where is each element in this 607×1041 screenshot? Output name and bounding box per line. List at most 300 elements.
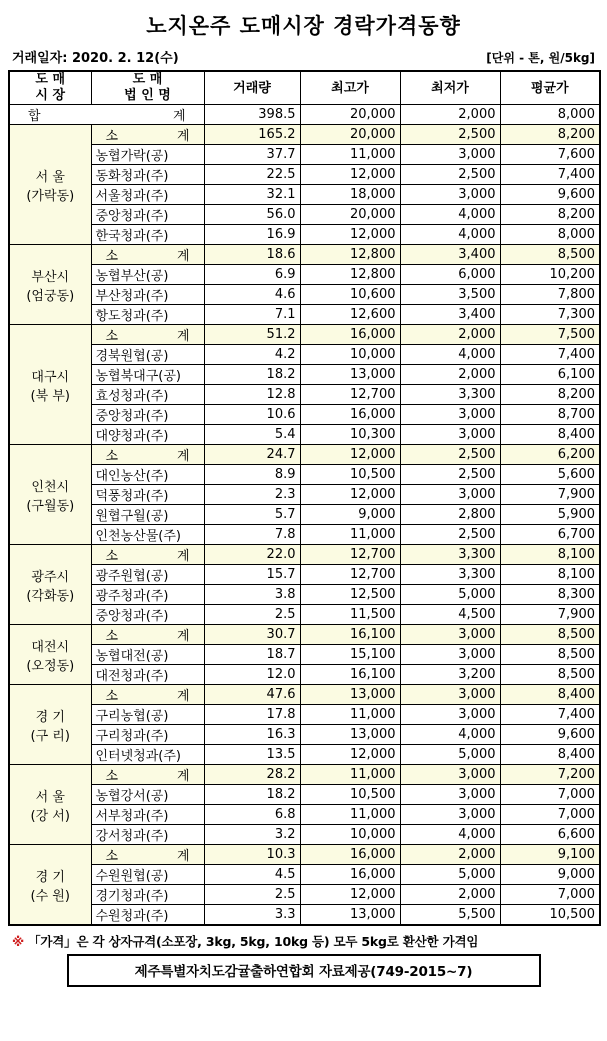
- subtotal-min-price: 2,000: [400, 845, 500, 865]
- row-min-price: 2,500: [400, 465, 500, 485]
- row-max-price: 11,000: [300, 705, 400, 725]
- subtotal-label-left: 소: [105, 769, 119, 784]
- table-row: [9, 705, 600, 725]
- subtotal-label: [91, 765, 204, 785]
- table-row-subtotal: [9, 625, 600, 645]
- subtotal-label-left: 소: [105, 629, 119, 644]
- table-row: [9, 665, 600, 685]
- corporation-name: 덕풍청과(주): [91, 485, 204, 505]
- table-row: [9, 485, 600, 505]
- row-avg-price: 7,000: [500, 885, 600, 905]
- row-max-price: 11,500: [300, 605, 400, 625]
- row-quantity: 16.9: [204, 225, 300, 245]
- total-min-price: 2,000: [400, 105, 500, 125]
- row-min-price: 4,000: [400, 225, 500, 245]
- row-min-price: 2,000: [400, 885, 500, 905]
- table-body: [9, 105, 600, 926]
- row-min-price: 6,000: [400, 265, 500, 285]
- row-avg-price: 8,700: [500, 405, 600, 425]
- market-region-cell: [9, 545, 91, 625]
- subtotal-label-left: 소: [105, 549, 119, 564]
- subtotal-min-price: 3,000: [400, 685, 500, 705]
- row-min-price: 4,000: [400, 825, 500, 845]
- market-region-line1: 서 울: [35, 169, 65, 185]
- table-header: [9, 71, 600, 105]
- corporation-name: 동화청과(주): [91, 165, 204, 185]
- row-avg-price: 8,100: [500, 565, 600, 585]
- col-header-corp-line2: 법 인 명: [124, 88, 171, 103]
- row-quantity: 7.8: [204, 525, 300, 545]
- row-max-price: 10,300: [300, 425, 400, 445]
- row-avg-price: 6,100: [500, 365, 600, 385]
- subtotal-label: [91, 625, 204, 645]
- table-row-subtotal: [9, 545, 600, 565]
- subtotal-label-left: 소: [105, 329, 119, 344]
- row-quantity: 13.5: [204, 745, 300, 765]
- row-min-price: 3,000: [400, 805, 500, 825]
- subtotal-quantity: 10.3: [204, 845, 300, 865]
- market-region-line1: 서 울: [35, 789, 65, 805]
- table-row: [9, 225, 600, 245]
- row-max-price: 13,000: [300, 725, 400, 745]
- row-min-price: 3,500: [400, 285, 500, 305]
- subtotal-label-left: 소: [105, 849, 119, 864]
- subtotal-avg-price: 8,400: [500, 685, 600, 705]
- table-row: [9, 145, 600, 165]
- table-row: [9, 525, 600, 545]
- subtotal-max-price: 12,000: [300, 445, 400, 465]
- row-min-price: 4,000: [400, 725, 500, 745]
- subtotal-label-right: 계: [176, 849, 190, 864]
- market-region-cell: [9, 765, 91, 845]
- row-avg-price: 7,400: [500, 345, 600, 365]
- row-min-price: 4,500: [400, 605, 500, 625]
- row-avg-price: 8,200: [500, 205, 600, 225]
- subtotal-max-price: 13,000: [300, 685, 400, 705]
- subtotal-max-price: 16,100: [300, 625, 400, 645]
- total-quantity: 398.5: [204, 105, 300, 125]
- row-min-price: 5,000: [400, 745, 500, 765]
- subtotal-label: [91, 325, 204, 345]
- row-max-price: 10,000: [300, 825, 400, 845]
- row-avg-price: 9,000: [500, 865, 600, 885]
- corporation-name: 중앙청과(주): [91, 205, 204, 225]
- row-min-price: 5,000: [400, 865, 500, 885]
- row-quantity: 3.2: [204, 825, 300, 845]
- col-header-market-line2: 시 장: [35, 88, 66, 103]
- row-avg-price: 7,800: [500, 285, 600, 305]
- market-region-line1: 경 기: [35, 869, 65, 885]
- row-min-price: 3,000: [400, 645, 500, 665]
- row-max-price: 12,800: [300, 265, 400, 285]
- row-max-price: 13,000: [300, 365, 400, 385]
- market-region-line2: (각화동): [26, 588, 75, 604]
- subtotal-label-right: 계: [176, 249, 190, 264]
- subtotal-max-price: 12,800: [300, 245, 400, 265]
- row-max-price: 12,000: [300, 745, 400, 765]
- table-row: [9, 185, 600, 205]
- corporation-name: 농협강서(공): [91, 785, 204, 805]
- row-max-price: 15,100: [300, 645, 400, 665]
- table-row-total: [9, 105, 600, 125]
- row-max-price: 10,000: [300, 345, 400, 365]
- col-header-max-price: 최고가: [300, 71, 400, 105]
- subtotal-label: [91, 125, 204, 145]
- market-region-line1: 대구시: [31, 369, 70, 385]
- table-row-subtotal: [9, 765, 600, 785]
- row-avg-price: 8,300: [500, 585, 600, 605]
- table-row-subtotal: [9, 685, 600, 705]
- market-region-cell: [9, 625, 91, 685]
- row-max-price: 12,500: [300, 585, 400, 605]
- table-row: [9, 345, 600, 365]
- row-max-price: 12,000: [300, 225, 400, 245]
- row-max-price: 9,000: [300, 505, 400, 525]
- market-region-line2: (수 원): [30, 888, 70, 904]
- total-label: [9, 105, 204, 125]
- row-quantity: 6.8: [204, 805, 300, 825]
- row-min-price: 3,000: [400, 485, 500, 505]
- row-min-price: 3,000: [400, 405, 500, 425]
- subtotal-min-price: 2,500: [400, 445, 500, 465]
- table-row: [9, 505, 600, 525]
- row-quantity: 5.7: [204, 505, 300, 525]
- row-min-price: 3,000: [400, 425, 500, 445]
- subtotal-min-price: 3,400: [400, 245, 500, 265]
- col-header-market: [9, 71, 91, 105]
- table-row: [9, 165, 600, 185]
- corporation-name: 구리청과(주): [91, 725, 204, 745]
- row-quantity: 10.6: [204, 405, 300, 425]
- subtotal-label-left: 소: [105, 129, 119, 144]
- row-max-price: 16,100: [300, 665, 400, 685]
- subtotal-label-right: 계: [176, 449, 190, 464]
- table-row: [9, 405, 600, 425]
- market-region-line2: (북 부): [30, 388, 70, 404]
- subtotal-min-price: 3,300: [400, 545, 500, 565]
- row-min-price: 3,300: [400, 565, 500, 585]
- table-row-subtotal: [9, 325, 600, 345]
- table-row: [9, 785, 600, 805]
- meta-row: [8, 47, 599, 70]
- market-region-cell: [9, 245, 91, 325]
- row-avg-price: 8,400: [500, 425, 600, 445]
- corporation-name: 항도청과(주): [91, 305, 204, 325]
- corporation-name: 강서청과(주): [91, 825, 204, 845]
- subtotal-quantity: 165.2: [204, 125, 300, 145]
- footnote: [8, 926, 599, 954]
- subtotal-label-right: 계: [176, 769, 190, 784]
- subtotal-avg-price: 8,100: [500, 545, 600, 565]
- row-max-price: 16,000: [300, 405, 400, 425]
- table-row-subtotal: [9, 125, 600, 145]
- row-quantity: 4.6: [204, 285, 300, 305]
- subtotal-min-price: 3,000: [400, 765, 500, 785]
- subtotal-label-right: 계: [176, 329, 190, 344]
- row-quantity: 7.1: [204, 305, 300, 325]
- corporation-name: 경북원협(공): [91, 345, 204, 365]
- corporation-name: 수원청과(주): [91, 905, 204, 926]
- corporation-name: 구리농협(공): [91, 705, 204, 725]
- total-max-price: 20,000: [300, 105, 400, 125]
- row-min-price: 2,800: [400, 505, 500, 525]
- table-row: [9, 645, 600, 665]
- market-region-line1: 인천시: [31, 479, 70, 495]
- col-header-avg-price: 평균가: [500, 71, 600, 105]
- corporation-name: 경기청과(주): [91, 885, 204, 905]
- subtotal-label-right: 계: [176, 629, 190, 644]
- row-min-price: 4,000: [400, 205, 500, 225]
- row-quantity: 18.2: [204, 365, 300, 385]
- market-region-line2: (오정동): [26, 658, 75, 674]
- table-row: [9, 305, 600, 325]
- corporation-name: 대인농산(주): [91, 465, 204, 485]
- market-region-cell: [9, 845, 91, 926]
- table-row: [9, 465, 600, 485]
- corporation-name: 한국청과(주): [91, 225, 204, 245]
- table-row: [9, 425, 600, 445]
- row-avg-price: 8,200: [500, 385, 600, 405]
- row-max-price: 12,600: [300, 305, 400, 325]
- subtotal-label: [91, 685, 204, 705]
- corporation-name: 서울청과(주): [91, 185, 204, 205]
- row-quantity: 17.8: [204, 705, 300, 725]
- subtotal-avg-price: 8,500: [500, 245, 600, 265]
- row-avg-price: 7,400: [500, 165, 600, 185]
- row-avg-price: 9,600: [500, 725, 600, 745]
- market-region-line2: (엄궁동): [26, 288, 75, 304]
- table-row: [9, 605, 600, 625]
- subtotal-min-price: 2,500: [400, 125, 500, 145]
- market-region-cell: [9, 325, 91, 445]
- subtotal-max-price: 11,000: [300, 765, 400, 785]
- subtotal-label-left: 소: [105, 249, 119, 264]
- row-min-price: 2,500: [400, 525, 500, 545]
- row-max-price: 12,700: [300, 565, 400, 585]
- subtotal-avg-price: 6,200: [500, 445, 600, 465]
- corporation-name: 농협가락(공): [91, 145, 204, 165]
- row-quantity: 3.3: [204, 905, 300, 926]
- subtotal-avg-price: 7,200: [500, 765, 600, 785]
- subtotal-avg-price: 8,200: [500, 125, 600, 145]
- page-title: 노지온주 도매시장 경락가격동향: [146, 14, 461, 38]
- subtotal-label-right: 계: [176, 689, 190, 704]
- corporation-name: 중앙청과(주): [91, 405, 204, 425]
- unit-label: [단위 - 톤, 원/5kg]: [486, 51, 595, 65]
- asterisk-icon: ※: [12, 934, 24, 949]
- corporation-name: 인터넷청과(주): [91, 745, 204, 765]
- row-avg-price: 10,500: [500, 905, 600, 926]
- row-max-price: 10,500: [300, 785, 400, 805]
- subtotal-label-left: 소: [105, 689, 119, 704]
- corporation-name: 농협북대구(공): [91, 365, 204, 385]
- row-avg-price: 7,900: [500, 485, 600, 505]
- corporation-name: 효성청과(주): [91, 385, 204, 405]
- row-quantity: 12.0: [204, 665, 300, 685]
- row-min-price: 2,000: [400, 365, 500, 385]
- row-quantity: 22.5: [204, 165, 300, 185]
- subtotal-label-right: 계: [176, 129, 190, 144]
- corporation-name: 수원원협(공): [91, 865, 204, 885]
- subtotal-max-price: 16,000: [300, 845, 400, 865]
- source-box: 제주특별자치도감귤출하연합회 자료제공(749-2015~7): [67, 954, 541, 987]
- table-row: [9, 205, 600, 225]
- subtotal-quantity: 22.0: [204, 545, 300, 565]
- row-quantity: 2.3: [204, 485, 300, 505]
- row-quantity: 6.9: [204, 265, 300, 285]
- table-row-subtotal: [9, 245, 600, 265]
- row-quantity: 18.7: [204, 645, 300, 665]
- table-row: [9, 725, 600, 745]
- row-quantity: 16.3: [204, 725, 300, 745]
- row-avg-price: 7,900: [500, 605, 600, 625]
- table-row-subtotal: [9, 845, 600, 865]
- subtotal-max-price: 20,000: [300, 125, 400, 145]
- market-region-line2: (구 리): [30, 728, 70, 744]
- row-quantity: 18.2: [204, 785, 300, 805]
- subtotal-min-price: 3,000: [400, 625, 500, 645]
- subtotal-label: [91, 545, 204, 565]
- trade-date: 거래일자: 2020. 2. 12(수): [12, 51, 179, 66]
- row-min-price: 4,000: [400, 345, 500, 365]
- table-row: [9, 905, 600, 926]
- row-min-price: 3,000: [400, 145, 500, 165]
- row-max-price: 12,000: [300, 485, 400, 505]
- corporation-name: 대양청과(주): [91, 425, 204, 445]
- subtotal-label: [91, 845, 204, 865]
- market-region-line1: 경 기: [35, 709, 65, 725]
- corporation-name: 원협구월(공): [91, 505, 204, 525]
- row-quantity: 2.5: [204, 885, 300, 905]
- row-max-price: 18,000: [300, 185, 400, 205]
- subtotal-quantity: 47.6: [204, 685, 300, 705]
- row-quantity: 37.7: [204, 145, 300, 165]
- subtotal-min-price: 2,000: [400, 325, 500, 345]
- subtotal-quantity: 18.6: [204, 245, 300, 265]
- market-region-cell: [9, 685, 91, 765]
- subtotal-quantity: 30.7: [204, 625, 300, 645]
- row-max-price: 20,000: [300, 205, 400, 225]
- row-avg-price: 10,200: [500, 265, 600, 285]
- row-min-price: 3,000: [400, 185, 500, 205]
- market-region-line2: (강 서): [30, 808, 70, 824]
- row-max-price: 11,000: [300, 525, 400, 545]
- row-max-price: 10,600: [300, 285, 400, 305]
- row-min-price: 3,000: [400, 705, 500, 725]
- row-avg-price: 7,000: [500, 805, 600, 825]
- market-region-line2: (구월동): [26, 498, 75, 514]
- subtotal-avg-price: 7,500: [500, 325, 600, 345]
- corporation-name: 농협부산(공): [91, 265, 204, 285]
- table-row: [9, 745, 600, 765]
- corporation-name: 부산청과(주): [91, 285, 204, 305]
- row-avg-price: 5,900: [500, 505, 600, 525]
- subtotal-label: [91, 445, 204, 465]
- subtotal-label: [91, 245, 204, 265]
- row-quantity: 5.4: [204, 425, 300, 445]
- row-avg-price: 8,000: [500, 225, 600, 245]
- market-region-line2: (가락동): [26, 188, 75, 204]
- total-avg-price: 8,000: [500, 105, 600, 125]
- subtotal-max-price: 12,700: [300, 545, 400, 565]
- row-quantity: 32.1: [204, 185, 300, 205]
- row-min-price: 5,500: [400, 905, 500, 926]
- subtotal-label-right: 계: [176, 549, 190, 564]
- row-avg-price: 7,000: [500, 785, 600, 805]
- row-min-price: 5,000: [400, 585, 500, 605]
- subtotal-max-price: 16,000: [300, 325, 400, 345]
- corporation-name: 농협대전(공): [91, 645, 204, 665]
- row-quantity: 15.7: [204, 565, 300, 585]
- market-region-line1: 광주시: [31, 569, 70, 585]
- row-min-price: 3,400: [400, 305, 500, 325]
- row-quantity: 2.5: [204, 605, 300, 625]
- row-avg-price: 5,600: [500, 465, 600, 485]
- subtotal-quantity: 24.7: [204, 445, 300, 465]
- row-avg-price: 6,700: [500, 525, 600, 545]
- subtotal-avg-price: 9,100: [500, 845, 600, 865]
- table-row: [9, 865, 600, 885]
- table-row: [9, 385, 600, 405]
- market-region-line1: 부산시: [31, 269, 70, 285]
- row-avg-price: 7,300: [500, 305, 600, 325]
- row-quantity: 12.8: [204, 385, 300, 405]
- col-header-market-line1: 도 매: [35, 72, 66, 87]
- market-region-line1: 대전시: [31, 639, 70, 655]
- table-row-subtotal: [9, 445, 600, 465]
- table-row: [9, 585, 600, 605]
- row-max-price: 13,000: [300, 905, 400, 926]
- footnote-text: 「가격」은 각 상자규격(소포장, 3kg, 5kg, 10kg 등) 모두 5kg로 환산한 가격임: [28, 934, 479, 949]
- table-row: [9, 805, 600, 825]
- subtotal-label-left: 소: [105, 449, 119, 464]
- row-max-price: 12,000: [300, 885, 400, 905]
- row-min-price: 3,000: [400, 785, 500, 805]
- row-min-price: 3,300: [400, 385, 500, 405]
- table-row: [9, 825, 600, 845]
- corporation-name: 광주원협(공): [91, 565, 204, 585]
- row-max-price: 16,000: [300, 865, 400, 885]
- table-row: [9, 565, 600, 585]
- corporation-name: 대전청과(주): [91, 665, 204, 685]
- row-avg-price: 6,600: [500, 825, 600, 845]
- row-min-price: 3,200: [400, 665, 500, 685]
- total-label-left: 합: [28, 109, 41, 124]
- table-row: [9, 265, 600, 285]
- price-table: [8, 70, 601, 926]
- total-label-right: 계: [172, 109, 186, 124]
- row-avg-price: 7,600: [500, 145, 600, 165]
- corporation-name: 광주청과(주): [91, 585, 204, 605]
- col-header-min-price: 최저가: [400, 71, 500, 105]
- row-quantity: 3.8: [204, 585, 300, 605]
- row-max-price: 11,000: [300, 145, 400, 165]
- subtotal-quantity: 28.2: [204, 765, 300, 785]
- corporation-name: 서부청과(주): [91, 805, 204, 825]
- row-avg-price: 8,500: [500, 665, 600, 685]
- row-quantity: 56.0: [204, 205, 300, 225]
- col-header-corp-line1: 도 매: [132, 72, 163, 87]
- subtotal-quantity: 51.2: [204, 325, 300, 345]
- col-header-quantity: 거래량: [204, 71, 300, 105]
- row-max-price: 12,700: [300, 385, 400, 405]
- corporation-name: 중앙청과(주): [91, 605, 204, 625]
- row-max-price: 11,000: [300, 805, 400, 825]
- row-quantity: 4.5: [204, 865, 300, 885]
- row-avg-price: 7,400: [500, 705, 600, 725]
- market-region-cell: [9, 125, 91, 245]
- row-avg-price: 9,600: [500, 185, 600, 205]
